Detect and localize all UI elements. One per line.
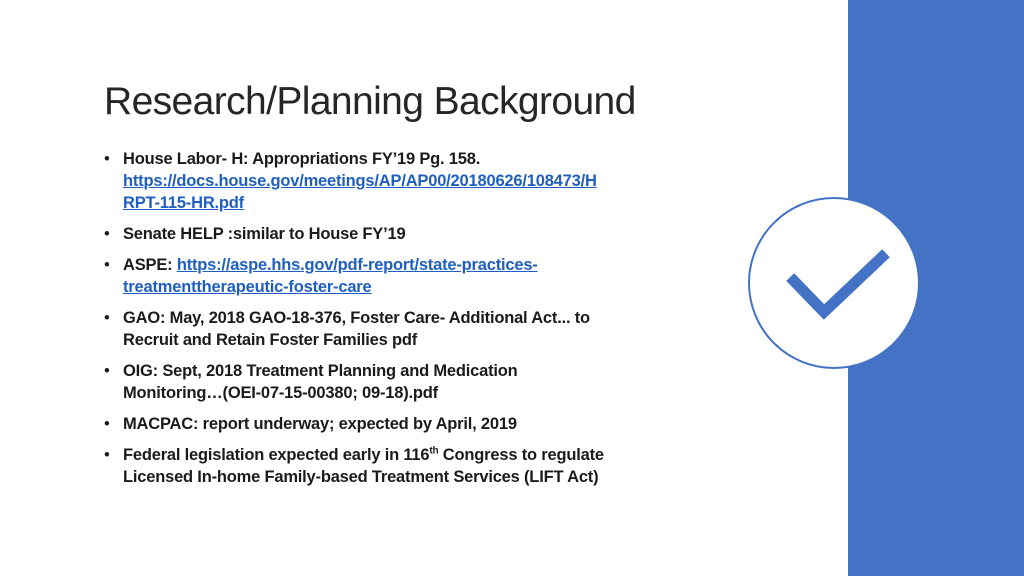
- bullet-text-line: [123, 444, 704, 466]
- bullet-text-line: OIG: Sept, 2018 Treatment Planning and Medication: [123, 362, 518, 380]
- bullet-federal-legislation: [104, 444, 704, 488]
- link-line[interactable]: https://aspe.hhs.gov/pdf-report/state-practices-: [176, 256, 538, 274]
- checkmark-icon: [750, 199, 918, 367]
- bullet-text: MACPAC: report underway; expected by April, 2019: [123, 415, 517, 433]
- bullet-icon: •: [104, 362, 110, 380]
- bullet-text-line: Monitoring…(OEI-07-15-00380; 09-18).pdf: [123, 384, 438, 402]
- bullet-gao: [104, 307, 704, 351]
- bullet-house-labor: [104, 148, 704, 214]
- checkmark-badge: [748, 197, 920, 369]
- link-line[interactable]: treatmenttherapeutic-foster-care: [123, 278, 372, 296]
- bullet-macpac: [104, 413, 704, 435]
- bullet-oig: [104, 360, 704, 404]
- aspe-report-link[interactable]: [123, 256, 704, 298]
- bullet-icon: •: [104, 150, 110, 168]
- bullet-icon: •: [104, 256, 110, 274]
- bullet-prefix: ASPE:: [123, 256, 177, 274]
- bullet-text-line: GAO: May, 2018 GAO-18-376, Foster Care- Additional Act... to: [123, 309, 590, 327]
- bullet-text-line: Licensed In-home Family-based Treatment Services (LIFT Act): [123, 468, 599, 486]
- house-report-link[interactable]: [123, 170, 704, 214]
- text-segment: Congress to regulate: [438, 446, 604, 464]
- link-line[interactable]: https://docs.house.gov/meetings/AP/AP00/20180626/108473/H: [123, 172, 597, 190]
- bullet-list: [104, 148, 704, 497]
- bullet-icon: •: [104, 225, 110, 243]
- bullet-aspe: [104, 254, 704, 298]
- bullet-text: House Labor- H: Appropriations FY’19 Pg. 158.: [123, 150, 481, 168]
- bullet-icon: •: [104, 446, 110, 464]
- bullet-icon: •: [104, 415, 110, 433]
- bullet-text-line: Recruit and Retain Foster Families pdf: [123, 331, 418, 349]
- text-segment: Federal legislation expected early in 116: [123, 446, 430, 464]
- link-line[interactable]: RPT-115-HR.pdf: [123, 194, 244, 212]
- slide-title: Research/Planning Background: [104, 80, 636, 123]
- bullet-icon: •: [104, 309, 110, 327]
- bullet-text: Senate HELP :similar to House FY’19: [123, 225, 406, 243]
- bullet-senate-help: [104, 223, 704, 245]
- superscript-ordinal: th: [429, 445, 439, 457]
